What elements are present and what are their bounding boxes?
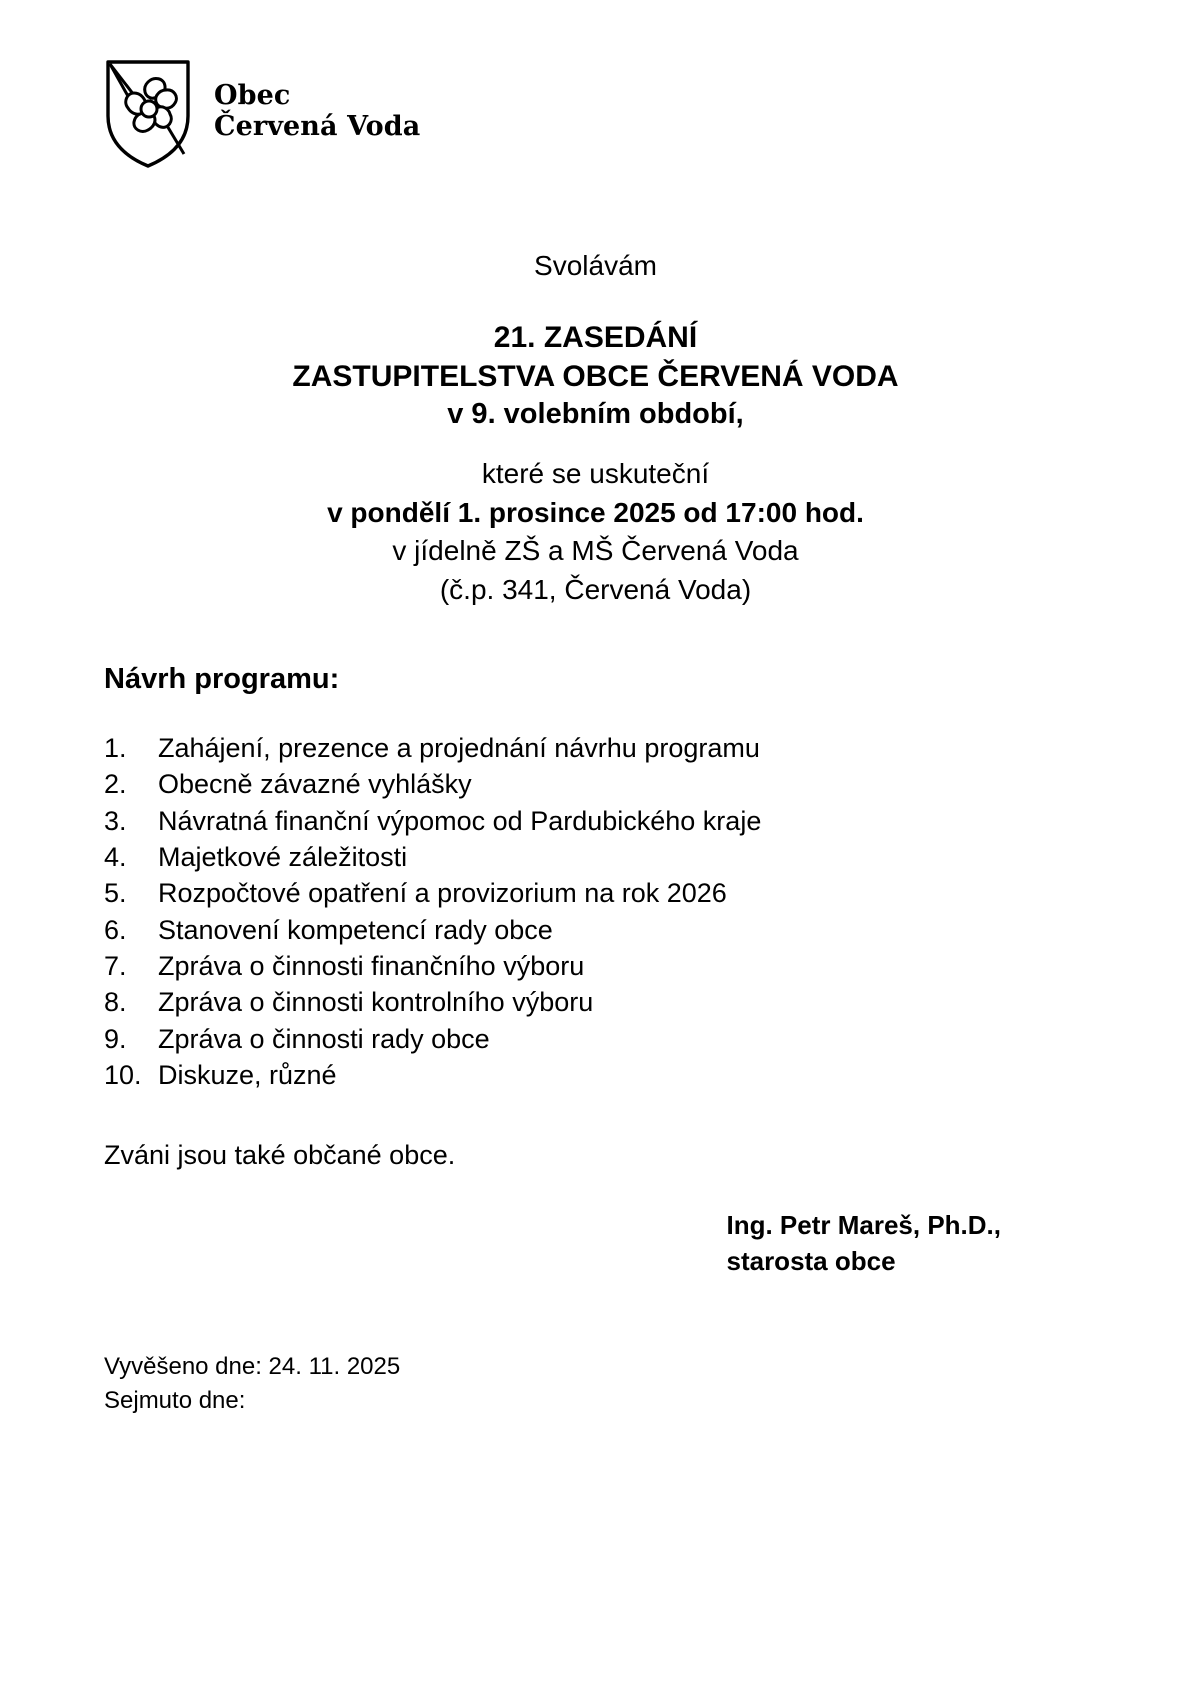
title-line-term: v 9. volebním období, [447,398,744,430]
list-item [104,766,1004,802]
list-item-number: 9. [104,1023,127,1054]
where-venue: v jídelně ZŠ a MŠ Červená Voda [392,535,799,567]
list-item [104,875,1004,911]
title-line-body-name: ZASTUPITELSTVA OBCE ČERVENÁ VODA [292,360,899,393]
when-datetime: v pondělí 1. prosince 2025 od 17:00 hod. [327,496,864,528]
agenda-heading: Návrh programu: [104,663,340,695]
list-item [104,839,1004,875]
announcement-title [0,318,1191,434]
list-item [104,1057,1004,1093]
list-item-label: Zahájení, prezence a projednání návrhu programu [158,733,760,763]
posting-dates [104,1350,400,1418]
list-item-number: 3. [104,805,127,836]
coat-of-arms-shield-rose-icon [104,58,192,170]
signature-block [726,1208,1001,1280]
announcement-when-where [0,455,1191,610]
list-item [104,912,1004,948]
list-item-number: 5. [104,878,127,909]
posted-date: Vyvěšeno dne: 24. 11. 2025 [104,1353,401,1380]
list-item [104,948,1004,984]
announcement-intro: Svolávám [534,250,657,281]
list-item [104,1021,1004,1057]
list-item-number: 1. [104,733,127,763]
list-item-number: 10. [104,1059,142,1090]
list-item-label: Zpráva o činnosti kontrolního výboru [158,987,594,1018]
list-item-number: 7. [104,950,127,981]
signature-role: starosta obce [726,1245,896,1276]
list-item-label: Zpráva o činnosti finančního výboru [158,950,585,981]
list-item-number: 6. [104,914,127,945]
list-item-label: Majetkové záležitosti [158,841,408,872]
removed-date: Sejmuto dne: [104,1387,246,1415]
when-intro: které se uskuteční [481,458,710,489]
where-address: (č.p. 341, Červená Voda) [439,573,752,605]
list-item [104,730,1004,766]
brand-line-cervena-voda: Červená Voda [214,111,421,143]
list-item-label: Diskuze, různé [158,1059,337,1090]
list-item [104,803,1004,839]
list-item-label: Návratná finanční výpomoc od Pardubického kraje [158,805,762,836]
letterhead [104,58,420,170]
list-item-label: Stanovení kompetencí rady obce [158,914,553,945]
list-item [104,984,1004,1020]
list-item-number: 8. [104,987,127,1018]
list-item-number: 4. [104,841,127,872]
agenda-list [104,730,1004,1093]
list-item-label: Zpráva o činnosti rady obce [158,1023,490,1054]
list-item-number: 2. [104,769,127,800]
signature-name: Ing. Petr Mareš, Ph.D., [726,1210,1001,1240]
list-item-label: Rozpočtové opatření a provizorium na rok 2026 [158,878,727,909]
title-line-session-number: 21. ZASEDÁNÍ [493,321,698,354]
invitation-note: Zváni jsou také občané obce. [104,1140,456,1170]
list-item-label: Obecně závazné vyhlášky [158,769,472,800]
municipality-name [214,80,420,143]
brand-line-obec: Obec [214,80,291,111]
